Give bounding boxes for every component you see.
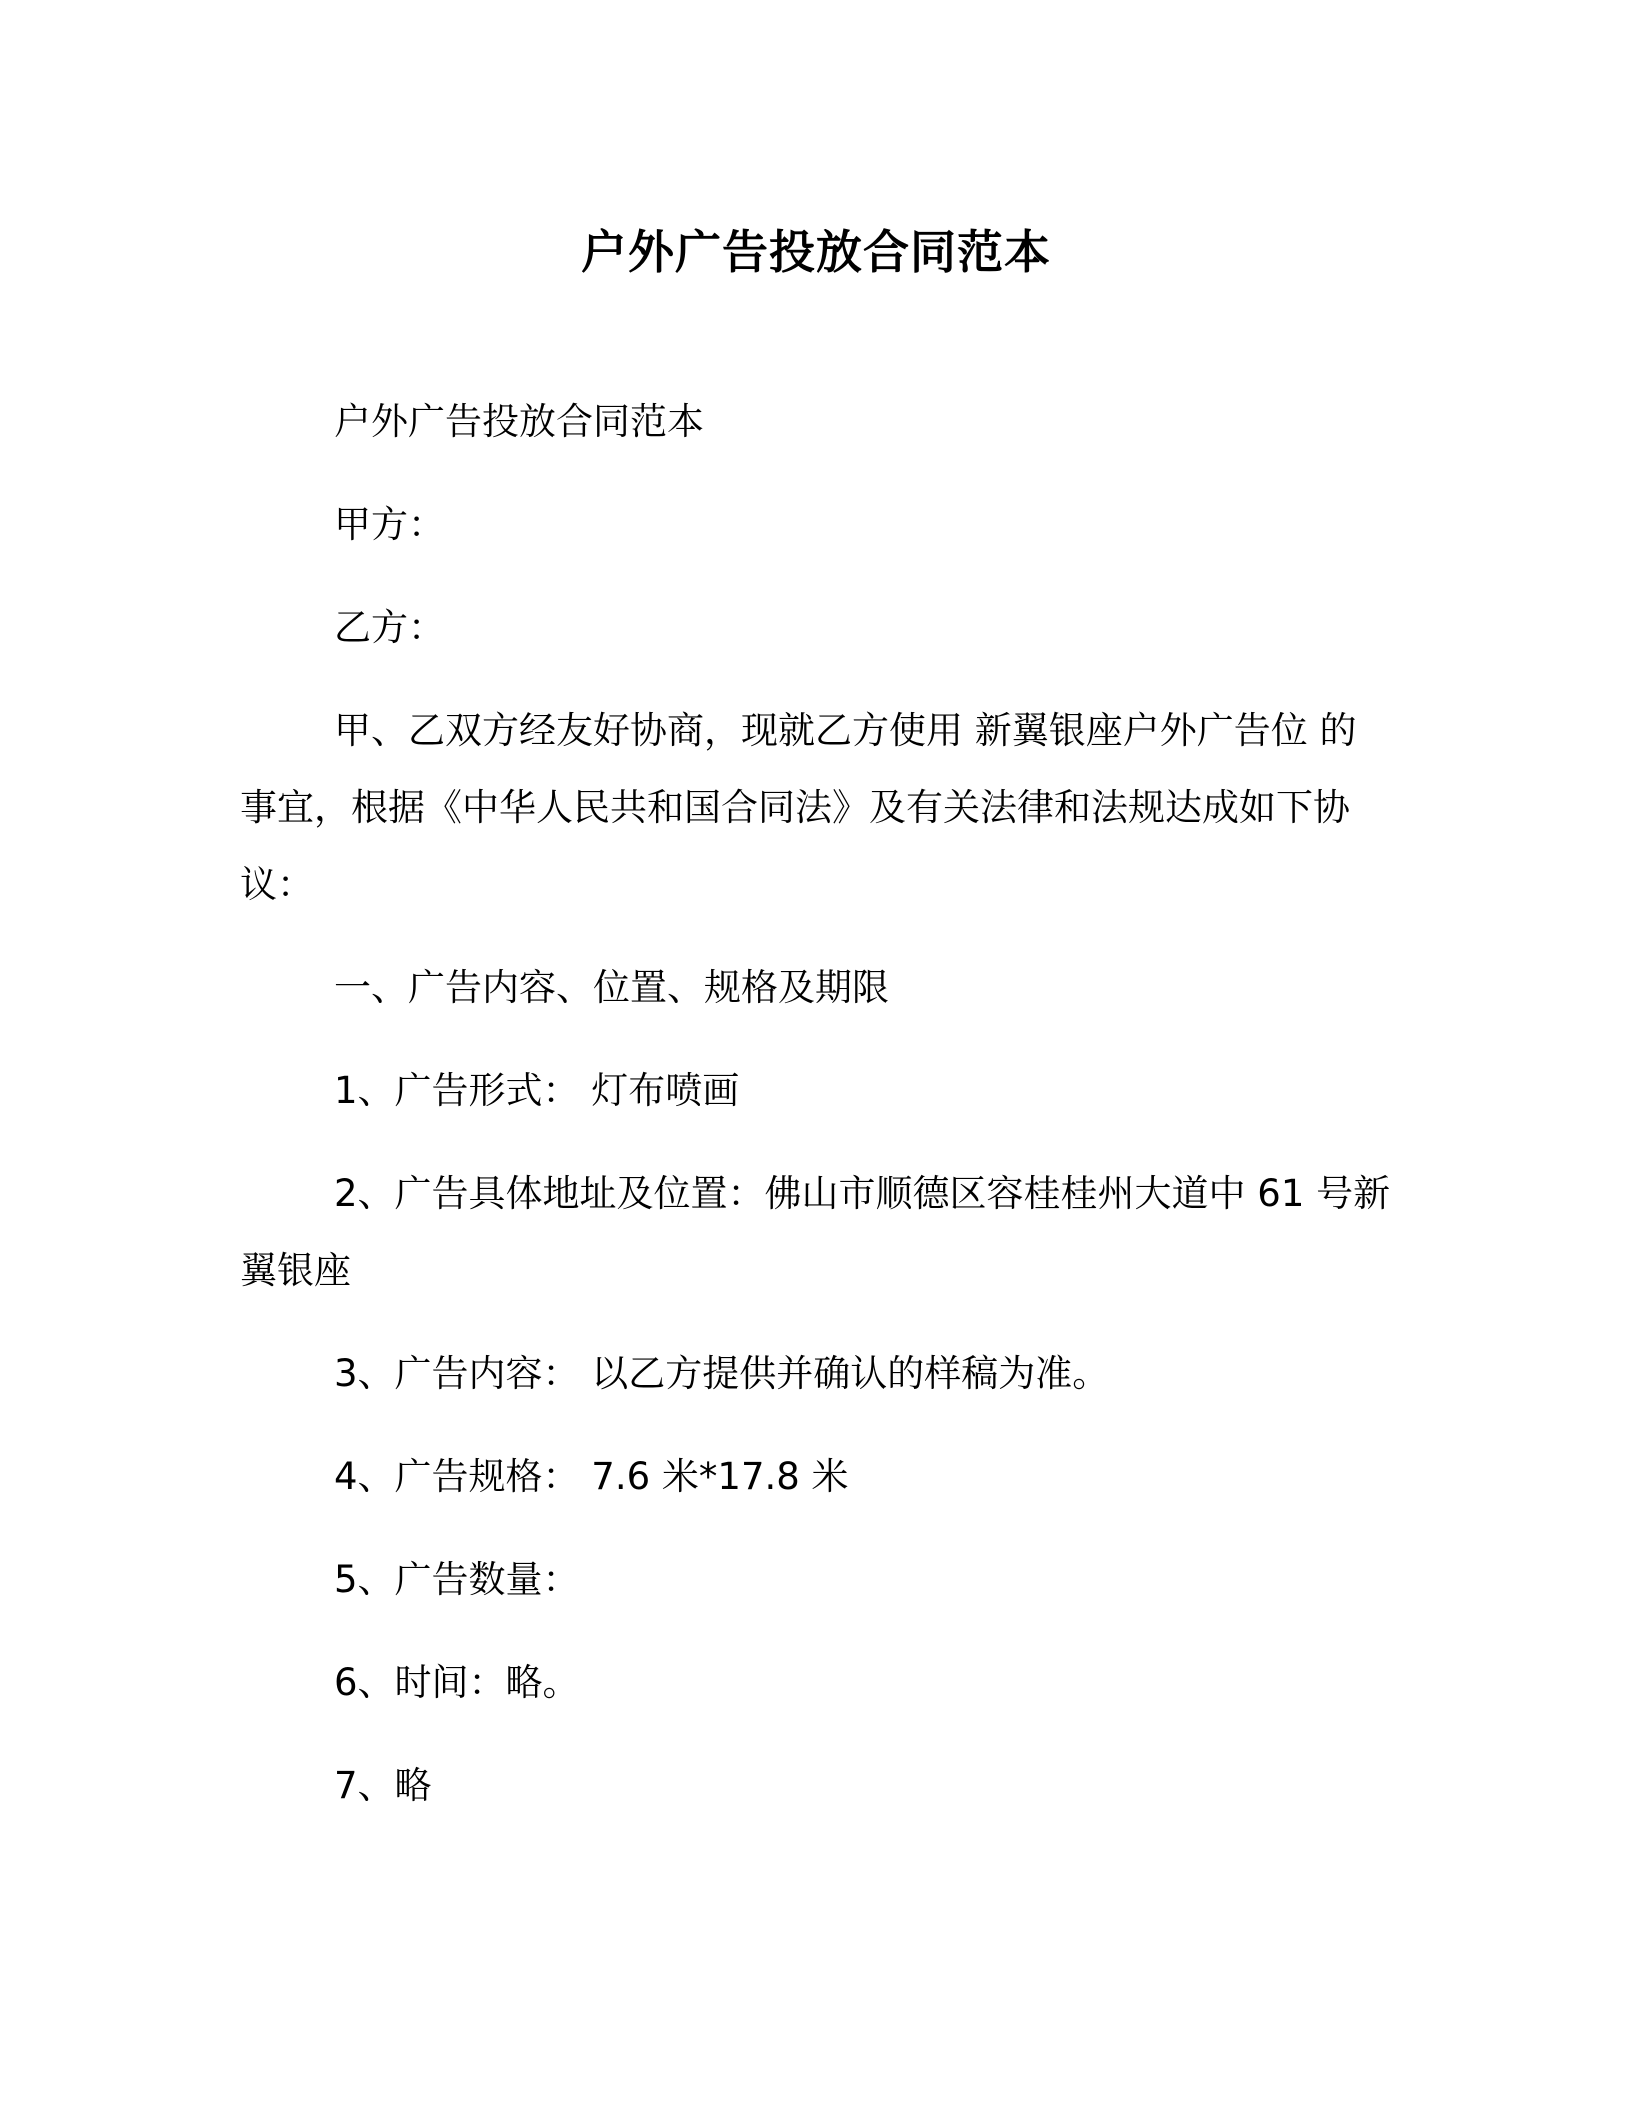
preamble-line-1: 甲、乙双方经友好协商，现就乙方使用 新翼银座户外广告位 的 (334, 709, 1357, 752)
party-b-line: 乙方： (334, 606, 445, 649)
clause-1: 1、广告形式： 灯布喷画 (334, 1069, 740, 1112)
clause-6: 6、时间：略。 (334, 1661, 580, 1704)
preamble-line-3: 议： (240, 863, 314, 906)
clause-3: 3、广告内容： 以乙方提供并确认的样稿为准。 (334, 1352, 1110, 1395)
clause-2-line-2: 翼银座 (240, 1249, 351, 1292)
section-heading-1: 一、广告内容、位置、规格及期限 (334, 966, 889, 1009)
document-title: 户外广告投放合同范本 (581, 225, 1051, 279)
preamble-line-2: 事宜，根据《中华人民共和国合同法》及有关法律和法规达成如下协 (240, 786, 1350, 829)
clause-4: 4、广告规格： 7.6 米*17.8 米 (334, 1455, 849, 1498)
subtitle-line: 户外广告投放合同范本 (334, 400, 704, 443)
clause-7: 7、略 (334, 1764, 432, 1807)
party-a-line: 甲方： (334, 503, 445, 546)
clause-2-line-1: 2、广告具体地址及位置：佛山市顺德区容桂桂州大道中 61 号新 (334, 1172, 1391, 1215)
clause-5: 5、广告数量： (334, 1558, 580, 1601)
